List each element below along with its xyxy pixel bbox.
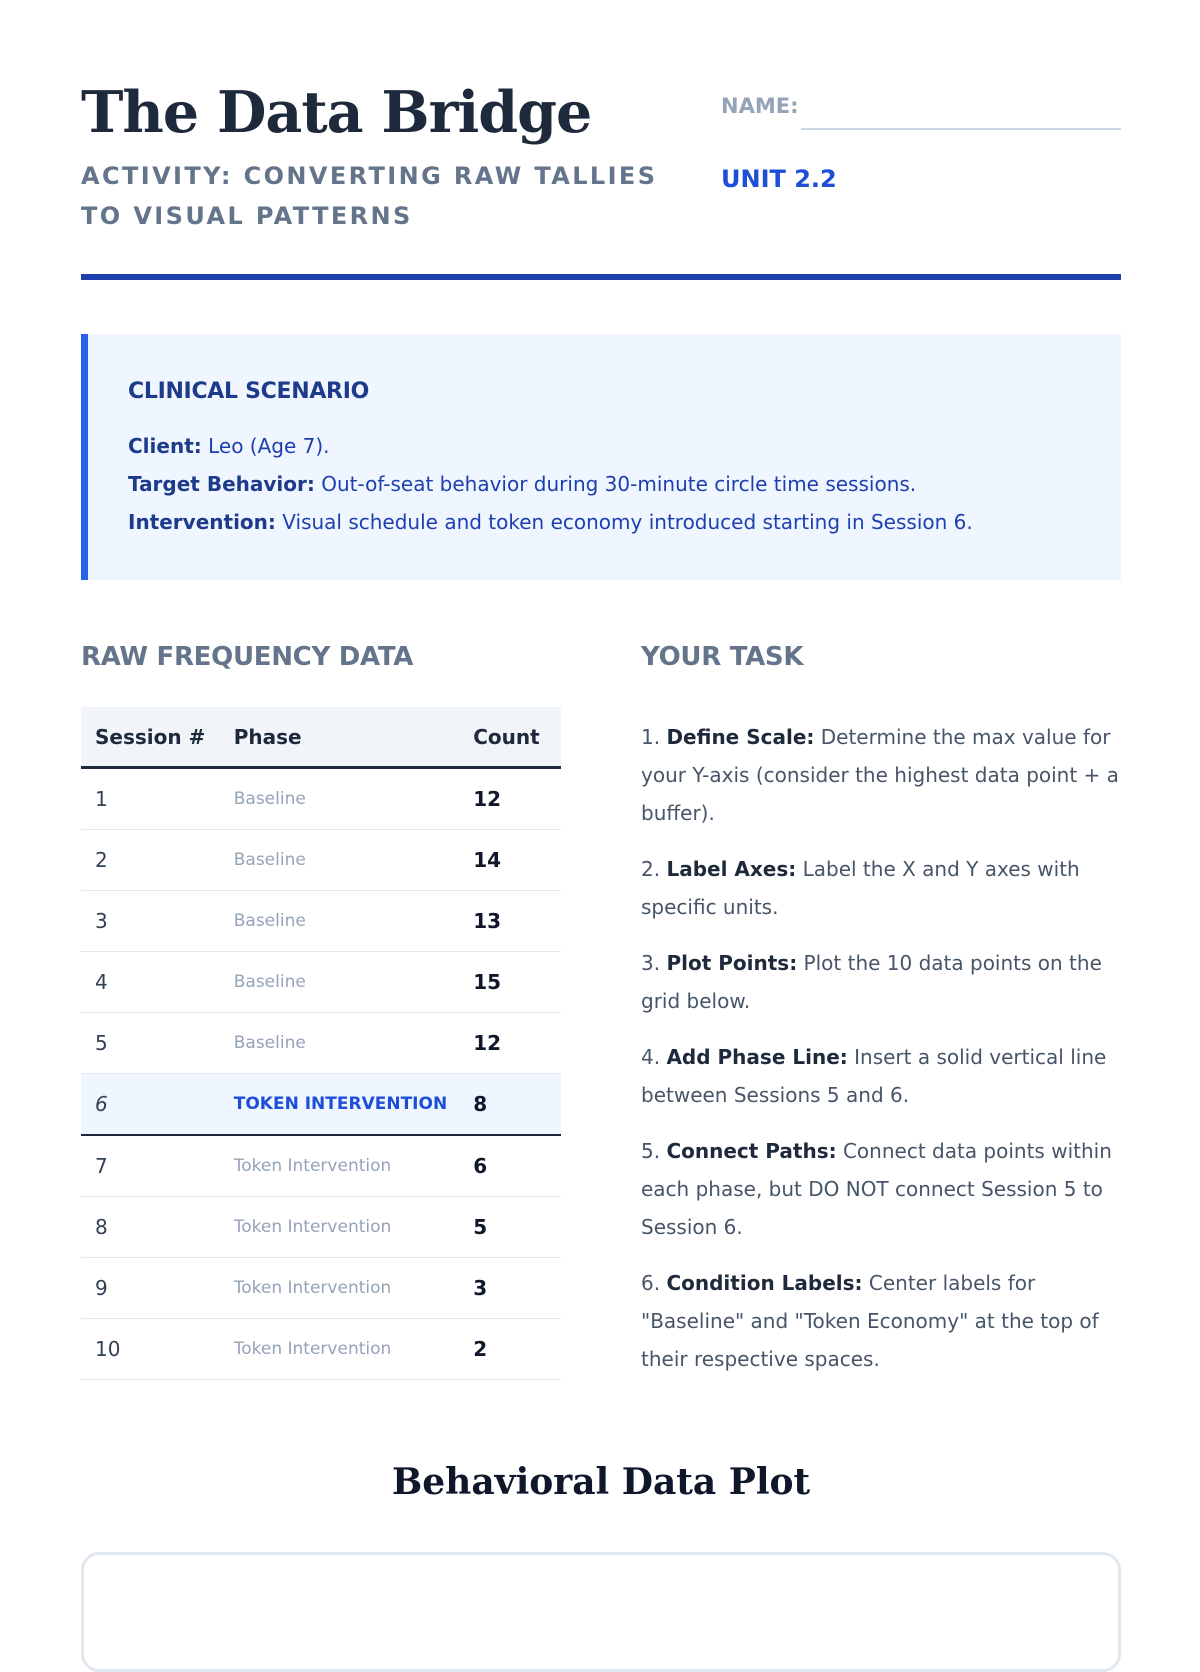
session-cell: 6 <box>81 1074 220 1136</box>
table-row-phase-change <box>81 1074 561 1136</box>
scenario-intervention-line <box>128 508 973 536</box>
count-cell: 8 <box>459 1074 561 1136</box>
count-cell: 12 <box>459 768 561 830</box>
task-label: Condition Labels: <box>666 1271 863 1295</box>
task-text: Connect data points within each phase, but DO NOT connect Session 5 to Session 6. <box>641 1139 1112 1239</box>
phase-cell: Baseline <box>220 1013 460 1074</box>
session-cell: 9 <box>81 1258 220 1319</box>
phase-cell: Baseline <box>220 768 460 830</box>
count-cell: 3 <box>459 1258 561 1319</box>
table-row <box>81 952 561 1013</box>
task-text: Plot the 10 data points on the grid below. <box>641 951 1102 1013</box>
table-row <box>81 891 561 952</box>
task-item <box>641 1038 1121 1114</box>
count-cell: 14 <box>459 830 561 891</box>
task-label: Define Scale: <box>666 725 815 749</box>
scenario-client-line <box>128 432 330 460</box>
target-behavior-value: Out-of-seat behavior during 30-minute circle time sessions. <box>321 472 917 496</box>
scenario-heading: CLINICAL SCENARIO <box>128 379 369 404</box>
raw-data-heading: RAW FREQUENCY DATA <box>81 642 414 672</box>
task-item <box>641 944 1121 1020</box>
phase-cell: Token Intervention <box>220 1258 460 1319</box>
count-cell: 12 <box>459 1013 561 1074</box>
session-cell: 10 <box>81 1319 220 1380</box>
phase-cell: Baseline <box>220 830 460 891</box>
clinical-scenario-box <box>81 334 1121 580</box>
task-number: 1. <box>641 725 661 749</box>
client-label: Client: <box>128 434 202 458</box>
task-text: Center labels for "Baseline" and "Token Economy" at the top of their respective spaces. <box>641 1271 1099 1371</box>
session-cell: 5 <box>81 1013 220 1074</box>
task-number: 5. <box>641 1139 661 1163</box>
raw-frequency-table <box>81 707 561 1380</box>
count-cell: 13 <box>459 891 561 952</box>
task-text: Insert a solid vertical line between Sessions 5 and 6. <box>641 1045 1107 1107</box>
plot-title: Behavioral Data Plot <box>391 1461 811 1503</box>
plot-grid-area <box>81 1552 1121 1672</box>
column-header-phase: Phase <box>220 707 460 768</box>
task-heading: YOUR TASK <box>641 642 804 672</box>
scenario-target-line <box>128 470 916 498</box>
task-number: 6. <box>641 1271 661 1295</box>
column-header-session: Session # <box>81 707 220 768</box>
page-title: The Data Bridge <box>81 79 592 146</box>
session-cell: 8 <box>81 1197 220 1258</box>
table-row <box>81 768 561 830</box>
session-cell: 3 <box>81 891 220 952</box>
session-cell: 1 <box>81 768 220 830</box>
phase-cell: Baseline <box>220 891 460 952</box>
phase-cell: Token Intervention <box>220 1197 460 1258</box>
task-item <box>641 1264 1121 1378</box>
task-label: Connect Paths: <box>666 1139 837 1163</box>
header-divider <box>81 274 1121 280</box>
column-header-count: Count <box>459 707 561 768</box>
task-number: 2. <box>641 857 661 881</box>
task-label: Add Phase Line: <box>666 1045 848 1069</box>
name-label: NAME: <box>721 94 799 118</box>
count-cell: 2 <box>459 1319 561 1380</box>
phase-cell: Token Intervention <box>220 1135 460 1197</box>
table-row <box>81 830 561 891</box>
task-number: 4. <box>641 1045 661 1069</box>
task-text: Label the X and Y axes with specific units. <box>641 857 1080 919</box>
task-label: Plot Points: <box>666 951 798 975</box>
task-list <box>641 718 1121 1396</box>
table-row <box>81 1013 561 1074</box>
unit-label: UNIT 2.2 <box>721 165 837 193</box>
task-text: Determine the max value for your Y-axis (consider the highest data point + a buffer). <box>641 725 1119 825</box>
session-cell: 4 <box>81 952 220 1013</box>
table-row <box>81 1258 561 1319</box>
session-cell: 7 <box>81 1135 220 1197</box>
table-row <box>81 1135 561 1197</box>
count-cell: 15 <box>459 952 561 1013</box>
phase-cell: Token Intervention <box>220 1319 460 1380</box>
task-number: 3. <box>641 951 661 975</box>
intervention-label: Intervention: <box>128 510 276 534</box>
task-item <box>641 850 1121 926</box>
worksheet-header <box>81 78 1121 280</box>
intervention-value: Visual schedule and token economy introduced starting in Session 6. <box>282 510 973 534</box>
phase-cell: TOKEN INTERVENTION <box>220 1074 460 1136</box>
target-behavior-label: Target Behavior: <box>128 472 315 496</box>
count-cell: 5 <box>459 1197 561 1258</box>
task-label: Label Axes: <box>666 857 797 881</box>
table-header-row <box>81 707 561 768</box>
activity-subtitle: ACTIVITY: CONVERTING RAW TALLIES TO VISUAL PATTERNS <box>81 162 658 230</box>
task-item <box>641 1132 1121 1246</box>
session-cell: 2 <box>81 830 220 891</box>
phase-cell: Baseline <box>220 952 460 1013</box>
name-field-line[interactable] <box>801 128 1121 130</box>
table-row <box>81 1197 561 1258</box>
table-row <box>81 1319 561 1380</box>
client-value: Leo (Age 7). <box>208 434 330 458</box>
task-item <box>641 718 1121 832</box>
count-cell: 6 <box>459 1135 561 1197</box>
